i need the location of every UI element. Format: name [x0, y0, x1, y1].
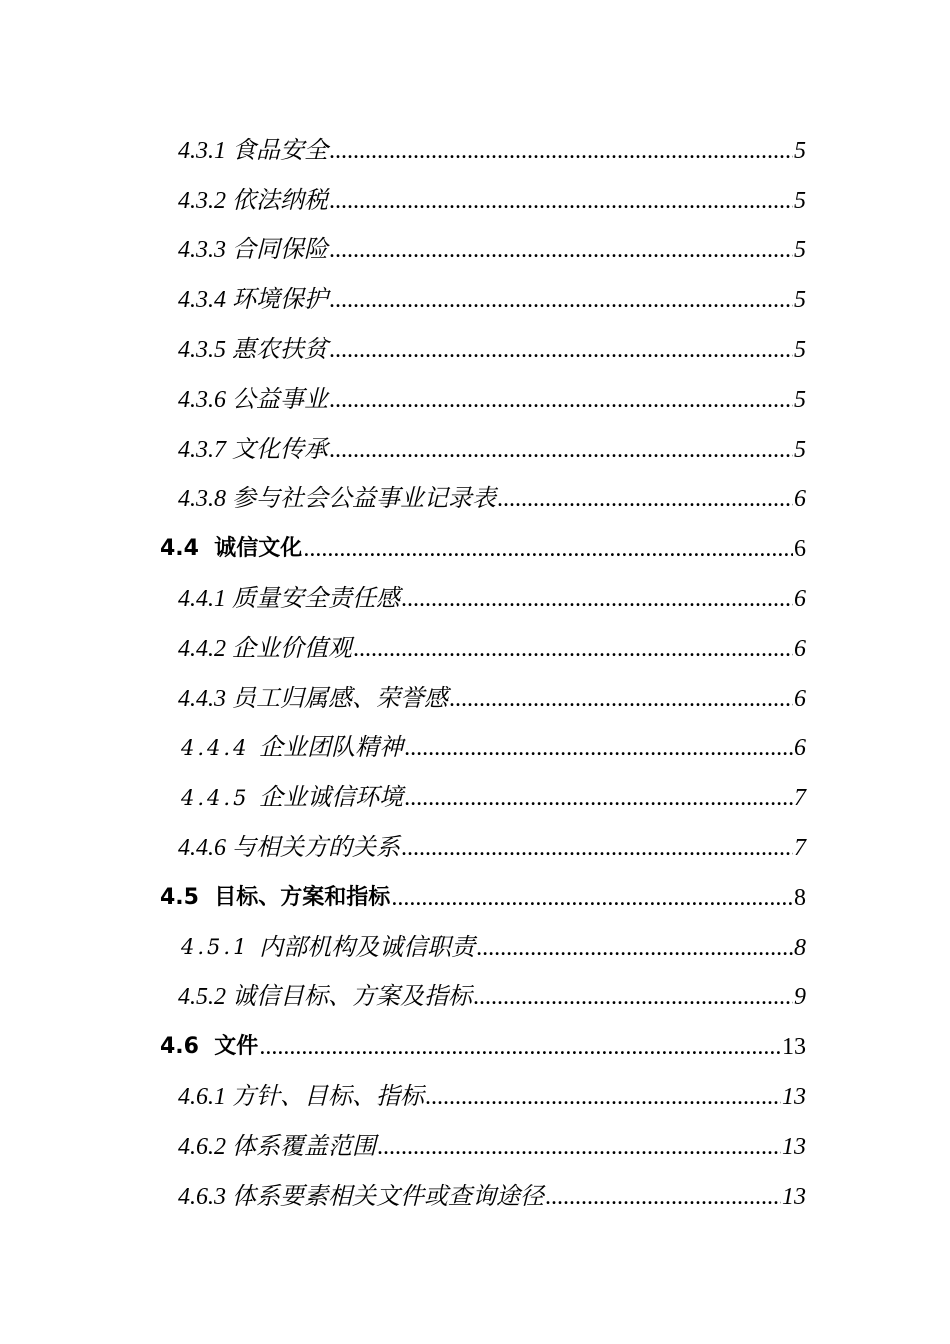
dot-leader [329, 139, 793, 163]
toc-entry-page: 6 [794, 586, 806, 613]
toc-entry-4-4[interactable] [0, 524, 806, 574]
dot-leader [545, 1185, 781, 1209]
toc-entry-number: 4.4.4 [181, 735, 260, 760]
toc-entry-4-3-3[interactable] [0, 226, 806, 276]
toc-entry-page: 6 [794, 635, 806, 662]
dot-leader [329, 189, 793, 213]
toc-entry-4-3-7[interactable] [0, 425, 806, 475]
toc-entry-4-4-2[interactable] [0, 624, 806, 674]
toc-entry-page: 6 [794, 536, 806, 563]
toc-entry-number: 4.3.3 [178, 237, 232, 264]
toc-entry-title: 参与社会公益事业记录表 [232, 486, 496, 513]
toc-entry-number: 4.3.4 [178, 287, 232, 314]
dot-leader [329, 388, 793, 412]
dot-leader [401, 587, 793, 611]
toc-entry-title: 体系覆盖范围 [232, 1133, 376, 1160]
toc-entry-4-3-4[interactable] [0, 275, 806, 325]
toc-entry-number: 4.3.2 [178, 187, 232, 214]
toc-entry-number: 4.4 [160, 536, 215, 562]
toc-entry-4-5-1[interactable] [0, 923, 806, 973]
toc-entry-title: 食品安全 [232, 137, 328, 164]
toc-entry-number: 4.6.1 [178, 1084, 232, 1111]
toc-entry-title: 诚信文化 [214, 536, 303, 562]
dot-leader [329, 338, 793, 362]
toc-entry-4-6[interactable] [0, 1022, 806, 1072]
toc-entry-title: 合同保险 [232, 237, 328, 264]
toc-entry-number: 4.3.6 [178, 386, 232, 413]
toc-entry-title: 员工归属感、荣誉感 [232, 685, 448, 712]
toc-entry-title: 文化传承 [232, 436, 328, 463]
toc-entry-title: 方针、目标、指标 [232, 1084, 424, 1111]
dot-leader [353, 637, 793, 661]
toc-entry-4-4-3[interactable] [0, 674, 806, 724]
dot-leader [303, 537, 793, 561]
toc-entry-number: 4.4.2 [178, 635, 232, 662]
toc-entry-title: 文件 [214, 1034, 259, 1060]
toc-entry-4-3-8[interactable] [0, 475, 806, 525]
toc-entry-number: 4.6.3 [178, 1183, 232, 1210]
toc-entry-page: 5 [794, 187, 806, 214]
dot-leader [329, 438, 793, 462]
toc-entry-title: 质量安全责任感 [232, 586, 400, 613]
toc-entry-page: 5 [794, 436, 806, 463]
toc-entry-page: 13 [782, 1084, 806, 1111]
toc-entry-number: 4.4.1 [178, 586, 232, 613]
toc-entry-4-4-6[interactable] [0, 823, 806, 873]
toc-entry-number: 4.3.7 [178, 436, 232, 463]
toc-entry-title: 公益事业 [232, 386, 328, 413]
dot-leader [329, 288, 793, 312]
toc-entry-4-3-1[interactable] [0, 126, 806, 176]
toc-entry-title: 企业价值观 [232, 635, 352, 662]
toc-entry-4-5[interactable] [0, 873, 806, 923]
toc-entry-title: 与相关方的关系 [232, 835, 400, 862]
toc-entry-page: 7 [794, 785, 806, 812]
toc-entry-title: 诚信目标、方案及指标 [232, 984, 472, 1011]
toc-entry-number: 4.4.3 [178, 685, 232, 712]
dot-leader [404, 786, 793, 810]
dot-leader [329, 238, 793, 262]
dot-leader [476, 936, 793, 960]
toc-entry-number: 4.5.2 [178, 984, 232, 1011]
toc-entry-page: 6 [794, 486, 806, 513]
toc-entry-page: 8 [794, 884, 806, 911]
toc-entry-number: 4.5 [160, 884, 215, 910]
dot-leader [404, 736, 793, 760]
toc-entry-title: 内部机构及诚信职责 [259, 934, 476, 961]
toc-entry-number: 4.3.1 [178, 137, 232, 164]
toc-entry-title: 依法纳税 [232, 187, 328, 214]
dot-leader [377, 1135, 781, 1159]
dot-leader [401, 836, 793, 860]
toc-entry-page: 13 [782, 1183, 806, 1210]
toc-entry-page: 5 [794, 137, 806, 164]
toc-entry-number: 4.3.5 [178, 337, 232, 364]
toc-entry-title: 目标、方案和指标 [214, 884, 391, 910]
toc-entry-number: 4.4.6 [178, 835, 232, 862]
toc-entry-number: 4.6.2 [178, 1133, 232, 1160]
toc-entry-4-6-1[interactable] [0, 1072, 806, 1122]
toc-entry-page: 9 [794, 984, 806, 1011]
toc-entry-4-3-2[interactable] [0, 176, 806, 226]
toc-entry-number: 4.4.5 [181, 785, 260, 810]
dot-leader [259, 1035, 781, 1059]
toc-entry-page: 7 [794, 835, 806, 862]
toc-entry-4-6-2[interactable] [0, 1122, 806, 1172]
toc-entry-page: 5 [794, 287, 806, 314]
toc-entry-page: 5 [794, 386, 806, 413]
toc-entry-4-4-4[interactable] [0, 724, 806, 774]
toc-entry-number: 4.5.1 [181, 935, 260, 960]
dot-leader [449, 687, 793, 711]
toc-entry-4-5-2[interactable] [0, 973, 806, 1023]
toc-entry-number: 4.6 [160, 1034, 215, 1060]
dot-leader [473, 985, 793, 1009]
toc-entry-4-4-5[interactable] [0, 773, 806, 823]
toc-entry-title: 体系要素相关文件或查询途径 [232, 1183, 544, 1210]
dot-leader [497, 487, 793, 511]
toc-entry-page: 6 [794, 735, 806, 762]
toc-entry-page: 8 [794, 934, 806, 961]
table-of-contents [0, 126, 950, 1222]
toc-entry-title: 惠农扶贫 [232, 337, 328, 364]
toc-entry-4-3-5[interactable] [0, 325, 806, 375]
toc-entry-page: 13 [782, 1133, 806, 1160]
dot-leader [391, 886, 793, 910]
toc-entry-4-6-3[interactable] [0, 1172, 806, 1222]
toc-entry-title: 企业诚信环境 [259, 785, 404, 812]
dot-leader [425, 1085, 781, 1109]
toc-entry-page: 6 [794, 685, 806, 712]
toc-entry-page: 13 [782, 1034, 806, 1061]
toc-entry-title: 企业团队精神 [259, 735, 404, 762]
toc-entry-title: 环境保护 [232, 287, 328, 314]
toc-entry-4-4-1[interactable] [0, 574, 806, 624]
toc-entry-page: 5 [794, 337, 806, 364]
toc-entry-4-3-6[interactable] [0, 375, 806, 425]
toc-entry-page: 5 [794, 237, 806, 264]
toc-entry-number: 4.3.8 [178, 486, 232, 513]
